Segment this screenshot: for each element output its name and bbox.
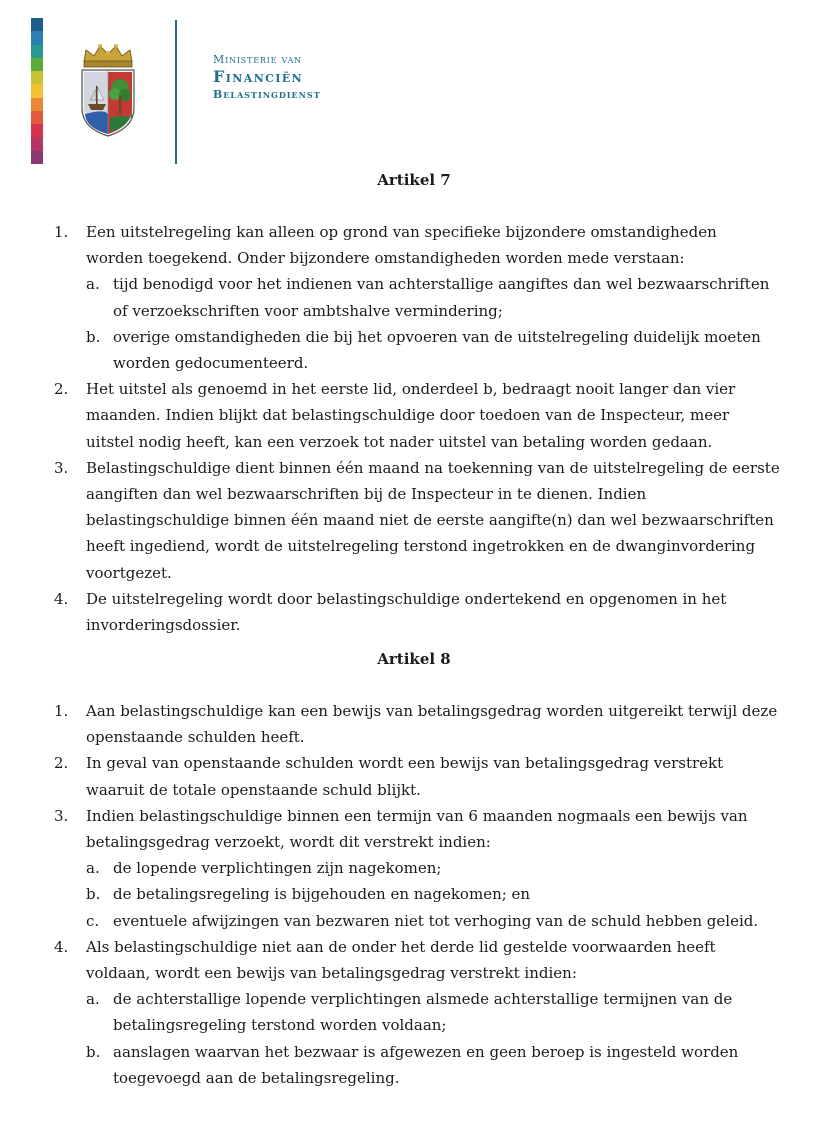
color-strip-segment — [31, 18, 43, 31]
color-strip-segment — [31, 84, 43, 97]
list-item-text-line: maanden. Indien blijkt dat belastingschuldige door toedoen van de Inspecteur, meer — [86, 406, 730, 425]
list-item-number: 3. — [54, 806, 69, 825]
sub-item-label: a. — [86, 275, 100, 294]
sub-item-label: c. — [86, 911, 100, 930]
color-strip-segment — [31, 71, 43, 84]
ministry-wordmark — [213, 52, 321, 102]
sub-item-text-line: betalingsregeling terstond worden voldaan; — [113, 1016, 447, 1035]
color-strip-segment — [31, 58, 43, 71]
list-item-number: 4. — [54, 589, 69, 608]
sub-item-text-line: eventuele afwijzingen van bezwaren niet tot verhoging van de schuld hebben geleid. — [113, 911, 759, 930]
sub-item-text-line: aanslagen waarvan het bezwaar is afgewezen en geen beroep is ingesteld worden — [113, 1042, 739, 1061]
ministry-line-2: Financiën — [213, 67, 304, 86]
sub-item-text-line: de betalingsregeling is bijgehouden en nagekomen; en — [113, 885, 531, 904]
list-item-text-line: Belastingschuldige dient binnen één maand na toekenning van de uitstelregeling de eerste — [86, 458, 780, 477]
list-item-number: 3. — [54, 458, 69, 477]
color-strip-segment — [31, 124, 43, 137]
list-item-text-line: waaruit de totale openstaande schuld blijkt. — [86, 780, 421, 799]
color-strip-segment — [31, 45, 43, 58]
coat-of-arms-icon — [76, 42, 140, 138]
list-item-text-line: Aan belastingschuldige kan een bewijs van betalingsgedrag worden uitgereikt terwijl deze — [86, 702, 778, 720]
sub-item-text-line: de achterstallige lopende verplichtingen alsmede achterstallige termijnen van de — [113, 990, 733, 1009]
list-item-text-line: Een uitstelregeling kan alleen op grond van specifieke bijzondere omstandigheden — [86, 223, 717, 241]
list-item-text-line: invorderingsdossier. — [86, 616, 241, 634]
sub-item-text-line: toegevoegd aan de betalingsregeling. — [113, 1068, 400, 1087]
sub-item-label: a. — [86, 990, 100, 1009]
list-item-number: 1. — [54, 702, 69, 720]
color-strip-segment — [31, 151, 43, 164]
list-item-text-line: heeft ingediend, wordt de uitstelregeling terstond ingetrokken en de dwanginvordering — [86, 537, 756, 556]
article-heading: Artikel 8 — [377, 650, 451, 668]
list-item-number: 2. — [54, 754, 69, 773]
color-strip — [31, 18, 43, 164]
ministry-line-1: Ministerie van — [213, 53, 302, 66]
sub-item-text-line: de lopende verplichtingen zijn nagekomen; — [113, 859, 442, 878]
list-item-text-line: De uitstelregeling wordt door belastingschuldige ondertekend en opgenomen in het — [86, 589, 727, 608]
header-divider — [175, 20, 177, 164]
list-item-text-line: openstaande schulden heeft. — [86, 728, 305, 747]
ministry-line-3: Belastingdienst — [213, 88, 321, 101]
list-item-number: 4. — [54, 937, 69, 956]
list-item-text-line: belastingschuldige binnen één maand niet de eerste aangifte(n) dan wel bezwaarschriften — [86, 511, 774, 530]
list-item-text-line: Als belastingschuldige niet aan de onder het derde lid gestelde voorwaarden heeft — [86, 937, 716, 956]
sub-item-label: b. — [86, 327, 101, 346]
list-item-number: 1. — [54, 223, 69, 241]
color-strip-segment — [31, 98, 43, 111]
color-strip-segment — [31, 111, 43, 124]
list-item-text-line: Indien belastingschuldige binnen een termijn van 6 maanden nogmaals een bewijs van — [86, 806, 748, 825]
sub-item-label: b. — [86, 885, 101, 904]
list-item-text-line: voortgezet. — [86, 563, 172, 582]
list-item-text-line: voldaan, wordt een bewijs van betalingsgedrag verstrekt indien: — [86, 964, 577, 982]
sub-item-text-line: overige omstandigheden die bij het opvoeren van de uitstelregeling duidelijk moeten — [113, 327, 761, 346]
list-item-text-line: In geval van openstaande schulden wordt een bewijs van betalingsgedrag verstrekt — [86, 754, 724, 773]
sub-item-label: a. — [86, 859, 100, 878]
color-strip-segment — [31, 137, 43, 150]
sub-item-text-line: tijd benodigd voor het indienen van achterstallige aangiftes dan wel bezwaarschriften — [113, 275, 770, 294]
list-item-text-line: worden toegekend. Onder bijzondere omstandigheden worden mede verstaan: — [86, 249, 685, 268]
sub-item-text-line: worden gedocumenteerd. — [113, 354, 309, 372]
sub-item-label: b. — [86, 1042, 101, 1061]
list-item-text-line: uitstel nodig heeft, kan een verzoek tot nader uitstel van betaling worden gedaan. — [86, 432, 713, 451]
article-heading: Artikel 7 — [377, 171, 451, 189]
color-strip-segment — [31, 31, 43, 44]
sub-item-text-line: of verzoekschriften voor ambtshalve vermindering; — [113, 301, 503, 320]
list-item-text-line: aangiften dan wel bezwaarschriften bij de Inspecteur in te dienen. Indien — [86, 485, 647, 503]
list-item-number: 2. — [54, 380, 69, 399]
list-item-text-line: Het uitstel als genoemd in het eerste lid, onderdeel b, bedraagt nooit langer dan vier — [86, 380, 736, 399]
list-item-text-line: betalingsgedrag verzoekt, wordt dit verstrekt indien: — [86, 833, 491, 851]
